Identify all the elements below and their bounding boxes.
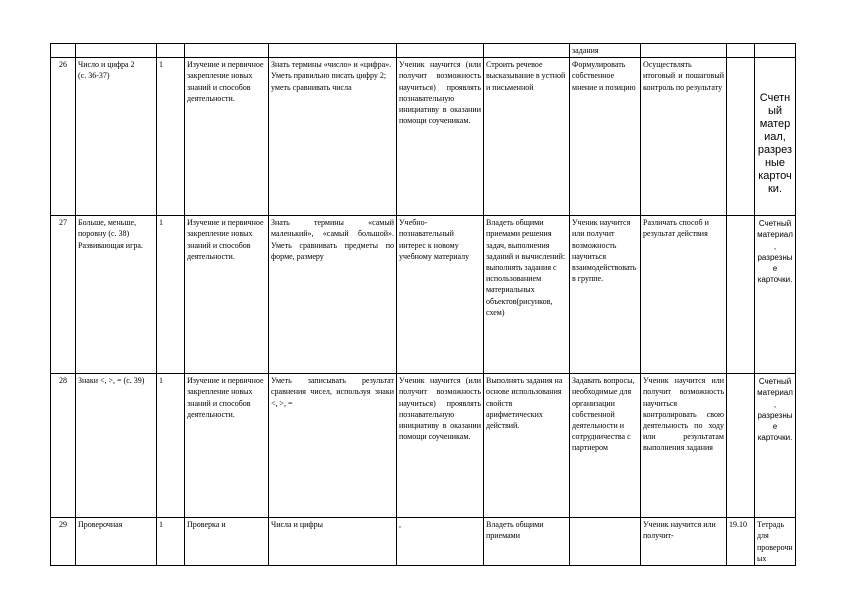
cognitive-results: Ученик научится или получит возможность научиться взаимодействовать в группе. (570, 216, 641, 374)
table-row (51, 216, 796, 374)
lesson-topic (76, 44, 157, 58)
lesson-notes: Счетный материал, разрезные карточки. (755, 216, 796, 374)
lesson-hours: 1 (157, 216, 185, 374)
lesson-notes: Тетрадь для проверочных (755, 518, 796, 566)
regulatory-results: Строить речевое высказывание в устной и письменной (484, 58, 570, 216)
lesson-type: Проверка и (185, 518, 269, 566)
lesson-notes: Счетный материал, разрезные карточки. (755, 374, 796, 518)
communicative-results: Ученик научится или получит- (641, 518, 727, 566)
communicative-results (641, 44, 727, 58)
lesson-content: Числа и цифры (269, 518, 397, 566)
communicative-results: Ученик научится или получит возможность научиться контролировать свою деятельность по ходу или результатам выполнения задания (641, 374, 727, 518)
cognitive-results (570, 518, 641, 566)
lesson-type: Изучение и первичное закрепление новых знаний и способов деятельности. (185, 58, 269, 216)
regulatory-results (484, 44, 570, 58)
lesson-hours: 1 (157, 374, 185, 518)
table-row (51, 518, 796, 566)
lesson-topic: Знаки <, >, = (с. 39) (76, 374, 157, 518)
lesson-notes: Счетный материал, разрезные карточки. (755, 58, 796, 216)
cognitive-results: Формулировать собственное мнение и позицию (570, 58, 641, 216)
communicative-results: Осуществлять итоговый и пошаговый контроль по результату (641, 58, 727, 216)
lesson-date (727, 44, 755, 58)
lesson-plan-table (50, 43, 796, 566)
table-row (51, 44, 796, 58)
lesson-hours: 1 (157, 518, 185, 566)
table-row (51, 374, 796, 518)
lesson-date (727, 216, 755, 374)
lesson-hours: 1 (157, 58, 185, 216)
subject-results: , (397, 518, 484, 566)
lesson-number: 28 (51, 374, 76, 518)
lesson-content: Уметь записывать результат сравнения чисел, используя знаки <, >, = (269, 374, 397, 518)
cognitive-results: Задавать вопросы, необходимые для организации собственной деятельности и сотрудничества с партнером (570, 374, 641, 518)
lesson-type (185, 44, 269, 58)
lesson-topic: Проверочная (76, 518, 157, 566)
lesson-number: 27 (51, 216, 76, 374)
lesson-topic: Больше, меньше, поровну (с. 38) Развивающая игра. (76, 216, 157, 374)
lesson-topic: Число и цифра 2 (с. 36-37) (76, 58, 157, 216)
lesson-number: 26 (51, 58, 76, 216)
lesson-date (727, 58, 755, 216)
lesson-content (269, 44, 397, 58)
communicative-results: Различать способ и результат действия (641, 216, 727, 374)
lesson-content: Знать термины «число» и «цифра». Уметь правильно писать цифру 2; уметь сравнивать числа (269, 58, 397, 216)
lesson-date (727, 374, 755, 518)
subject-results: Ученик научится (или получит возможность научиться) проявлять познавательную инициативу в оказании помощи соученикам. (397, 58, 484, 216)
lesson-type: Изучение и первичное закрепление новых знаний и способов деятельности. (185, 374, 269, 518)
lesson-content: Знать термины «самый маленький», «самый большой». Уметь сравнивать предметы по форме, размеру (269, 216, 397, 374)
lesson-notes (755, 44, 796, 58)
regulatory-results: Владеть общими приемами решения задач, выполнения заданий и вычислений: выполнять задания с использованием материальных объектов(рисунков, схем) (484, 216, 570, 374)
table-row (51, 58, 796, 216)
lesson-number: 29 (51, 518, 76, 566)
lesson-type: Изучение и первичное закрепление новых знаний и способов деятельности. (185, 216, 269, 374)
regulatory-results: Выполнять задания на основе использования свойств арифметических действий. (484, 374, 570, 518)
lesson-number (51, 44, 76, 58)
cognitive-results: задания (570, 44, 641, 58)
regulatory-results: Владеть общими приемами (484, 518, 570, 566)
subject-results (397, 44, 484, 58)
lesson-date: 19.10 (727, 518, 755, 566)
subject-results: Учебно-познавательный интерес к новому учебному материалу (397, 216, 484, 374)
subject-results: Ученик научится (или получит возможность научиться) проявлять познавательную инициативу в оказании помощи соученикам. (397, 374, 484, 518)
lesson-hours (157, 44, 185, 58)
